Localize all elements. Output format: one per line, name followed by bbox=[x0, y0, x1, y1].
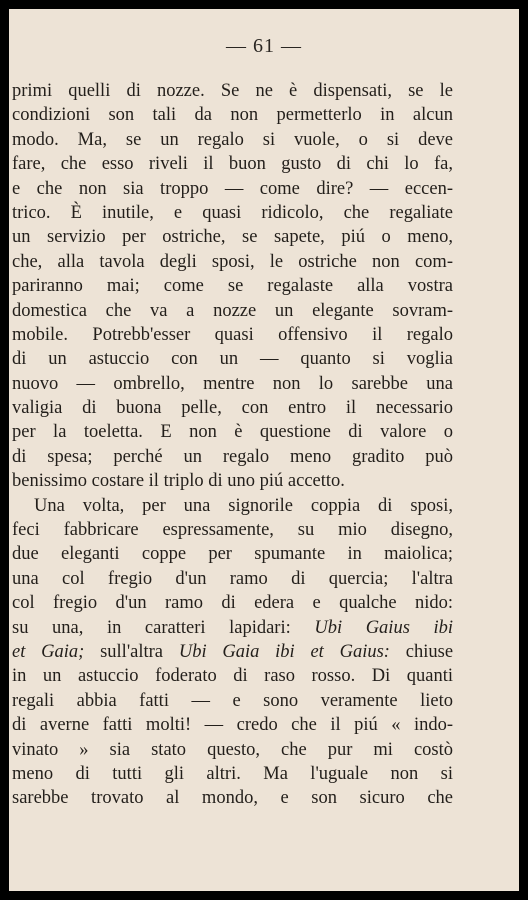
page-number: — 61 — bbox=[226, 35, 302, 57]
text-line: meno di tutti gli altri. Ma l'uguale non si bbox=[12, 763, 453, 784]
paragraph-first-line: Una volta, per una signorile coppia di sposi, bbox=[34, 495, 453, 516]
text-line: benissimo costare il triplo di uno piú accetto. bbox=[12, 471, 345, 492]
body-text bbox=[12, 79, 453, 811]
text-line: di spesa; perché un regalo meno gradito può bbox=[12, 446, 453, 467]
text-line: mobile. Potrebb'esser quasi offensivo il regalo bbox=[12, 324, 453, 345]
text-line: regali abbia fatti — e sono veramente lieto bbox=[12, 690, 453, 711]
text-line: col fregio d'un ramo di edera e qualche nido: bbox=[12, 593, 453, 614]
text-line: e che non sia troppo — come dire? — eccen- bbox=[12, 178, 453, 199]
text-line: un servizio per ostriche, se sapete, piú o meno, bbox=[12, 227, 453, 248]
text-line: feci fabbricare espressamente, su mio disegno, bbox=[12, 520, 453, 541]
text-line: fare, che esso riveli il buon gusto di chi lo fa, bbox=[12, 154, 453, 175]
text-line: vinato » sia stato questo, che pur mi costò bbox=[12, 739, 453, 760]
text-line: due eleganti coppe per spumante in maiolica; bbox=[12, 544, 453, 565]
text-line: valigia di buona pelle, con entro il necessario bbox=[12, 398, 453, 419]
latin-inscription: Ubi Gaius ibi bbox=[314, 617, 454, 638]
text-line-mixed bbox=[12, 640, 453, 664]
latin-inscription: et Gaia; bbox=[12, 641, 85, 662]
text-line-mixed bbox=[12, 616, 453, 640]
text-line: una col fregio d'un ramo di quercia; l'altra bbox=[12, 568, 453, 589]
text-line: trico. È inutile, e quasi ridicolo, che regaliate bbox=[12, 202, 453, 223]
book-page bbox=[9, 9, 519, 891]
text-line: condizioni son tali da non permetterlo in alcun bbox=[12, 105, 453, 126]
text-line: sarebbe trovato al mondo, e son sicuro che bbox=[12, 788, 453, 809]
text-line: in un astuccio foderato di raso rosso. Di quanti bbox=[12, 666, 453, 687]
latin-inscription: Ubi Gaia ibi et Gaius: bbox=[178, 641, 390, 662]
text-line: per la toeletta. E non è questione di valore o bbox=[12, 422, 453, 443]
text-line: pariranno mai; come se regalaste alla vostra bbox=[12, 276, 453, 297]
text-line: di un astuccio con un — quanto si voglia bbox=[12, 349, 453, 370]
text-segment: chiuse bbox=[405, 641, 454, 662]
text-line: domestica che va a nozze un elegante sovram- bbox=[12, 300, 453, 321]
text-line: nuovo — ombrello, mentre non lo sarebbe una bbox=[12, 373, 453, 394]
text-line: che, alla tavola degli sposi, le ostriche non com- bbox=[12, 251, 453, 272]
text-segment: su una, in caratteri lapidari: bbox=[12, 617, 291, 638]
text-line: primi quelli di nozze. Se ne è dispensati, se le bbox=[12, 81, 453, 101]
text-line: modo. Ma, se un regalo si vuole, o si deve bbox=[12, 129, 453, 150]
text-segment: sull'altra bbox=[100, 641, 164, 662]
text-line: di averne fatti molti! — credo che il piú « indo- bbox=[12, 715, 453, 736]
